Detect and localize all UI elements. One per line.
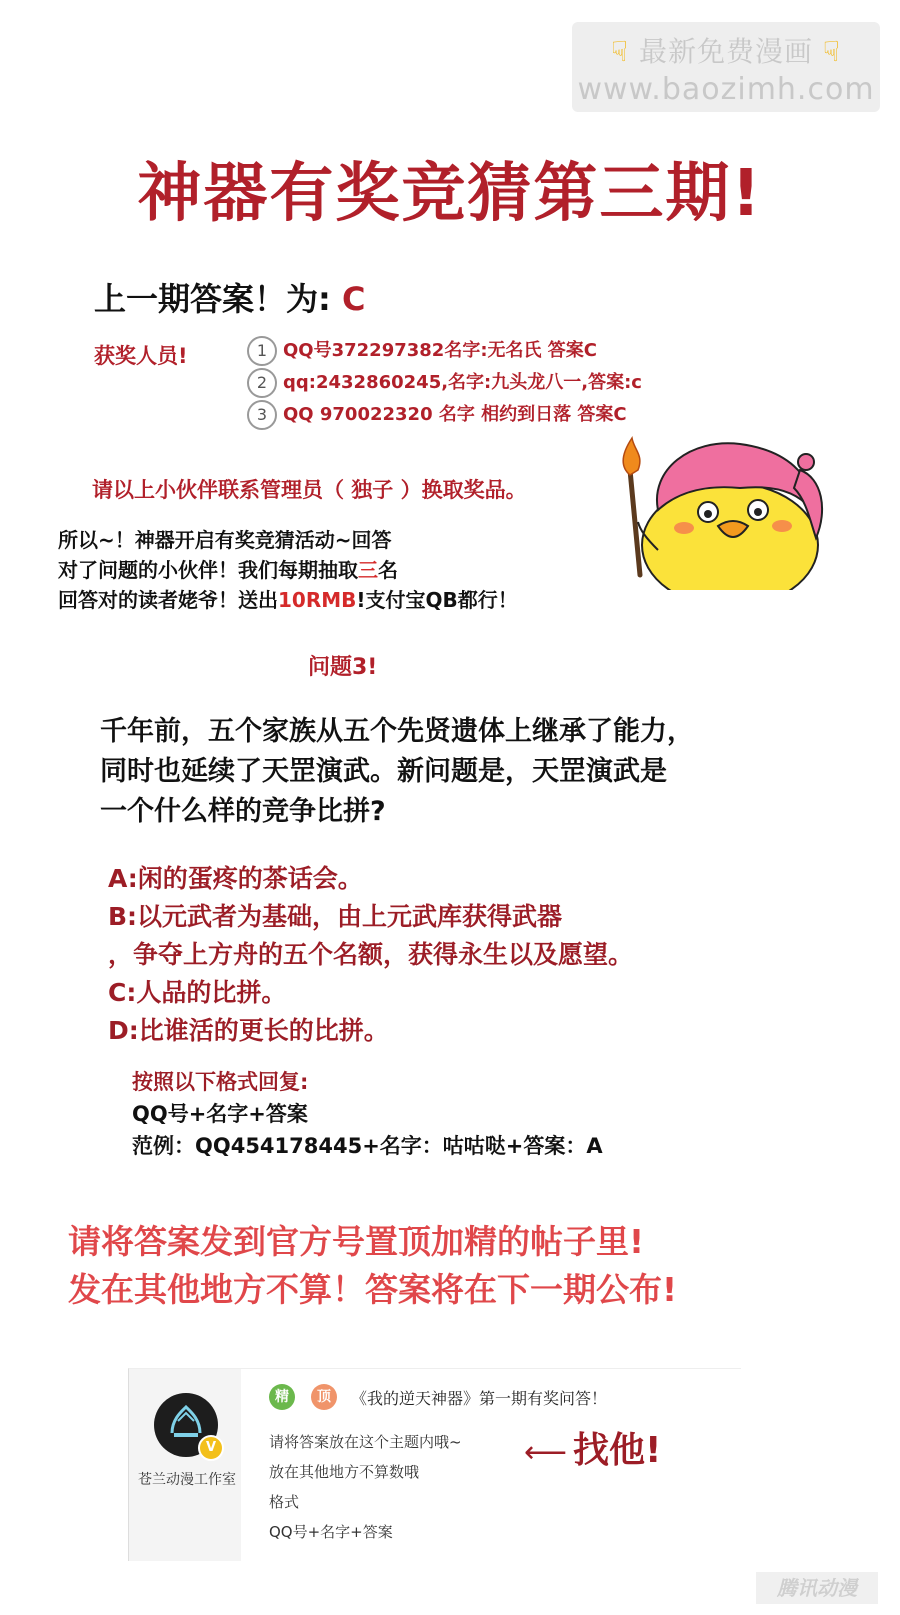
description-text: 回答对的读者姥爷！送出: [58, 588, 278, 612]
featured-tag: 精: [269, 1384, 295, 1410]
reply-format-line: QQ号+名字+答案: [132, 1102, 308, 1126]
prize-amount-highlight: 10RMB: [278, 588, 357, 612]
answer-options: [108, 860, 633, 1050]
description-line: [58, 555, 518, 585]
winner-text: qq:2432860245,名字:九头龙八一,答案:c: [283, 372, 642, 393]
watermark-line2: www.baozimh.com: [577, 72, 875, 107]
find-him-callout: [524, 1422, 661, 1473]
winner-item: [247, 400, 627, 430]
description-text: !支付宝QB都行！: [356, 588, 518, 612]
post-line: 请将答案放在这个主题内哦~: [269, 1433, 462, 1451]
option-a: A:闲的蛋疼的茶话会。: [108, 864, 363, 893]
description-line: [58, 585, 518, 615]
post-line: QQ号+名字+答案: [269, 1523, 393, 1541]
reply-format-example: 范例：QQ454178445+名字：咕咕哒+答案：A: [132, 1134, 603, 1158]
question-line: 同时也延续了天罡演武。新问题是，天罡演武是: [100, 756, 667, 787]
winner-item: [247, 368, 642, 398]
pinned-tag: 顶: [311, 1384, 337, 1410]
post-author-panel: [129, 1369, 241, 1561]
winner-text: QQ号372297382名字:无名氏 答案C: [283, 340, 597, 361]
option-c: C:人品的比拼。: [108, 978, 287, 1007]
question-title: 问题3!: [308, 655, 378, 680]
contact-admin-note: 请以上小伙伴联系管理员（ 独子 ）换取奖品。: [92, 478, 527, 502]
post-line: 格式: [269, 1493, 300, 1511]
notice-line: 请将答案发到官方号置顶加精的帖子里!: [68, 1222, 645, 1261]
activity-description: [58, 525, 518, 615]
option-b: B:以元武者为基础，由上元武库获得武器: [108, 902, 563, 931]
description-line: 所以~！神器开启有奖竞猜活动~回答: [58, 528, 392, 552]
post-title: 《我的逆天神器》第一期有奖问答！: [351, 1389, 608, 1408]
watermark-line1: 最新免费漫画: [638, 35, 813, 68]
reply-format-heading: 按照以下格式回复:: [132, 1070, 309, 1094]
previous-answer: [94, 274, 365, 320]
question-text: [100, 712, 694, 832]
post-line: 放在其他地方不算数哦: [269, 1463, 420, 1481]
question-line: 千年前，五个家族从五个先贤遗体上继承了能力，: [100, 716, 694, 747]
studio-name: 苍兰动漫工作室: [138, 1472, 236, 1488]
winners-label: 获奖人员!: [94, 344, 188, 368]
winner-number: 2: [247, 368, 277, 398]
page-title: 神器有奖竞猜第三期!: [137, 157, 763, 231]
description-text: 名: [378, 558, 398, 582]
chick-mascot-illustration: [610, 430, 830, 590]
watermark-banner: [572, 22, 880, 112]
description-text: 对了问题的小伙伴！我们每期抽取: [58, 558, 358, 582]
option-d: D:比谁活的更长的比拼。: [108, 1016, 389, 1045]
winner-item: [247, 336, 597, 366]
option-b-continued: ，争夺上方舟的五个名额，获得永生以及愿望。: [108, 940, 634, 969]
winner-text: QQ 970022320 名字 相约到日落 答案C: [283, 404, 627, 425]
pointing-down-icon: ☟: [822, 35, 841, 68]
previous-answer-value: C: [341, 280, 366, 318]
avatar: [154, 1393, 218, 1457]
verified-badge-icon: V: [198, 1435, 224, 1461]
notice-line: 发在其他地方不算！答案将在下一期公布!: [68, 1270, 678, 1309]
pointing-down-icon: ☟: [611, 35, 630, 68]
question-line: 一个什么样的竞争比拼?: [100, 796, 386, 827]
previous-answer-label: 上一期答案！为:: [94, 280, 331, 318]
winner-number: 1: [247, 336, 277, 366]
submission-notice: [68, 1218, 677, 1314]
winner-count-highlight: 三: [358, 558, 378, 582]
reply-format: [132, 1066, 603, 1162]
winner-number: 3: [247, 400, 277, 430]
corner-logo: 腾讯动漫: [756, 1572, 878, 1604]
arrow-left-icon: ⟵: [524, 1435, 568, 1470]
find-him-text: 找他!: [573, 1430, 662, 1471]
